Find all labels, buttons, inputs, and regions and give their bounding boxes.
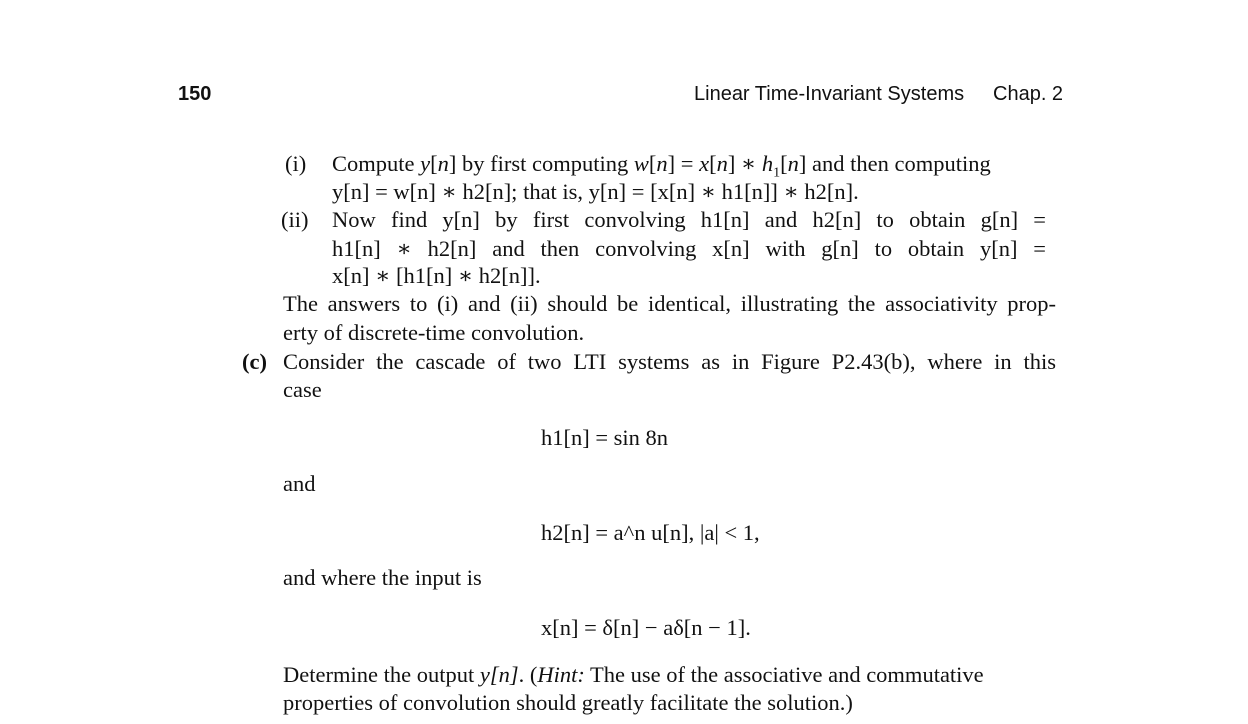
- page-number: 150: [178, 83, 212, 105]
- part-c-line2: case: [283, 377, 322, 402]
- paragraph-line1: The answers to (i) and (ii) should be identical, illustrating the associativity prop-: [283, 291, 1056, 316]
- item-i-label: (i): [285, 151, 307, 176]
- item-i-line2: y[n] = w[n] ∗ h2[n]; that is, y[n] = [x[n] ∗ h1[n]] ∗ h2[n].: [332, 179, 859, 204]
- and-text: and: [283, 471, 316, 496]
- paragraph-line2: erty of discrete-time convolution.: [283, 320, 585, 345]
- equation-h2: h2[n] = a^n u[n], |a| < 1,: [541, 520, 760, 545]
- item-ii-line2: h1[n] ∗ h2[n] and then convolving x[n] with g[n] to obtain y[n] =: [332, 236, 1046, 261]
- equation-h1: h1[n] = sin 8n: [541, 425, 669, 450]
- item-ii-label: (ii): [281, 207, 309, 232]
- determine-line2: properties of convolution should greatly facilitate the solution.): [283, 690, 853, 715]
- item-i-line1: Compute y[n] by first computing w[n] = x[n] ∗ $h_1[n]$ and then computing: [332, 151, 991, 181]
- part-c-line1: Consider the cascade of two LTI systems as in Figure P2.43(b), where in this: [283, 349, 1056, 374]
- chapter-label: Chap. 2: [993, 83, 1064, 105]
- determine-line1: Determine the output y[n]. (Hint: The use of the associative and commutative: [283, 662, 984, 687]
- equation-x: x[n] = δ[n] − aδ[n − 1].: [541, 615, 751, 640]
- part-c-label: (c): [242, 349, 267, 374]
- running-title: Linear Time-Invariant Systems: [694, 83, 965, 105]
- item-ii-line1: Now find y[n] by first convolving h1[n] and h2[n] to obtain g[n] =: [332, 207, 1046, 232]
- item-ii-line3: x[n] ∗ [h1[n] ∗ h2[n]].: [332, 263, 541, 288]
- input-text: and where the input is: [283, 565, 482, 590]
